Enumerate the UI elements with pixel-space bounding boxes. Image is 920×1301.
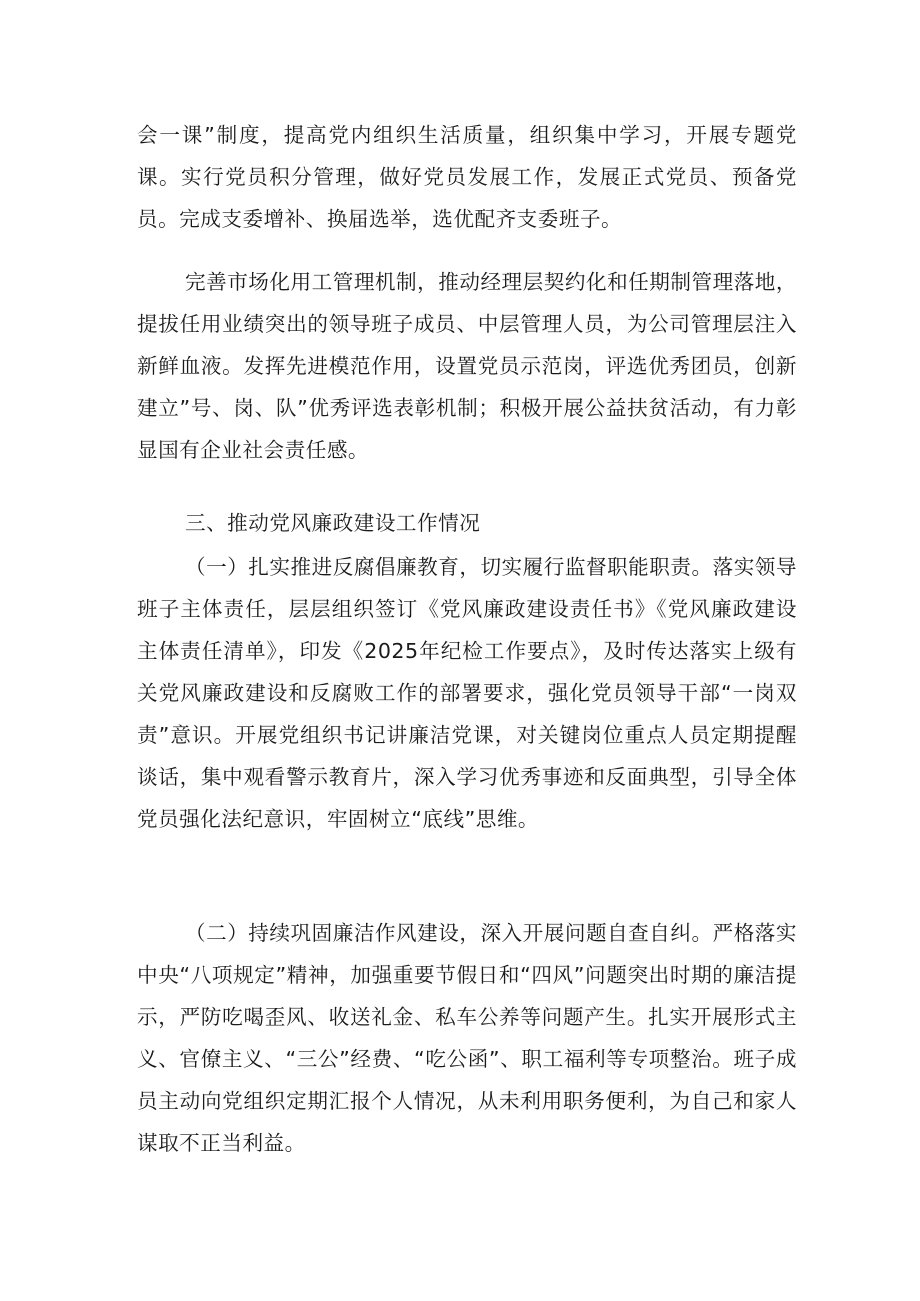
section-heading-clean-governance: 三、推动党风廉政建设工作情况 xyxy=(185,511,481,535)
paragraph-employment-mechanism: 完善市场化用工管理机制，推动经理层契约化和任期制管理落地，提拔任用业绩突出的领导班子成员、中层管理人员，为公司管理层注入新鲜血液。发挥先进模范作用，设置党员示范岗，评选优秀团员，创新建立”号、岗、队”优秀评选表彰机制；积极开展公益扶贫活动，有力彰显国有企业社会责任感。 xyxy=(137,270,797,462)
paragraph-integrity-style-building: （二）持续巩固廉洁作风建设，深入开展问题自查自纠。严格落实中央“八项规定”精神，加强重要节假日和“四风”问题突出时期的廉洁提示，严防吃喝歪风、收送礼金、私车公养等问题产生。扎实开展形式主义、官僚主义、“三公”经费、“吃公函”、职工福利等专项整治。班子成员主动向党组织定期汇报个人情况，从未利用职务便利，为自己和家人谋取不正当利益。 xyxy=(137,921,797,1155)
paragraph-party-organization-life: 会一课”制度，提高党内组织生活质量，组织集中学习，开展专题党课。实行党员积分管理，做好党员发展工作，发展正式党员、预备党员。完成支委增补、换届选举，选优配齐支委班子。 xyxy=(137,123,797,231)
paragraph-anti-corruption-education: （一）扎实推进反腐倡廉教育，切实履行监督职能职责。落实领导班子主体责任，层层组织签订《党风廉政建设责任书》《党风廉政建设主体责任清单》，印发《2025年纪检工作要点》，及时传达落实上级有关党风廉政建设和反腐败工作的部署要求，强化党员领导干部“一岗双责”意识。开展党组织书记讲廉洁党课，对关键岗位重点人员定期提醒谈话，集中观看警示教育片，深入学习优秀事迹和反面典型，引导全体党员强化法纪意识，牢固树立“底线”思维。 xyxy=(137,555,797,831)
